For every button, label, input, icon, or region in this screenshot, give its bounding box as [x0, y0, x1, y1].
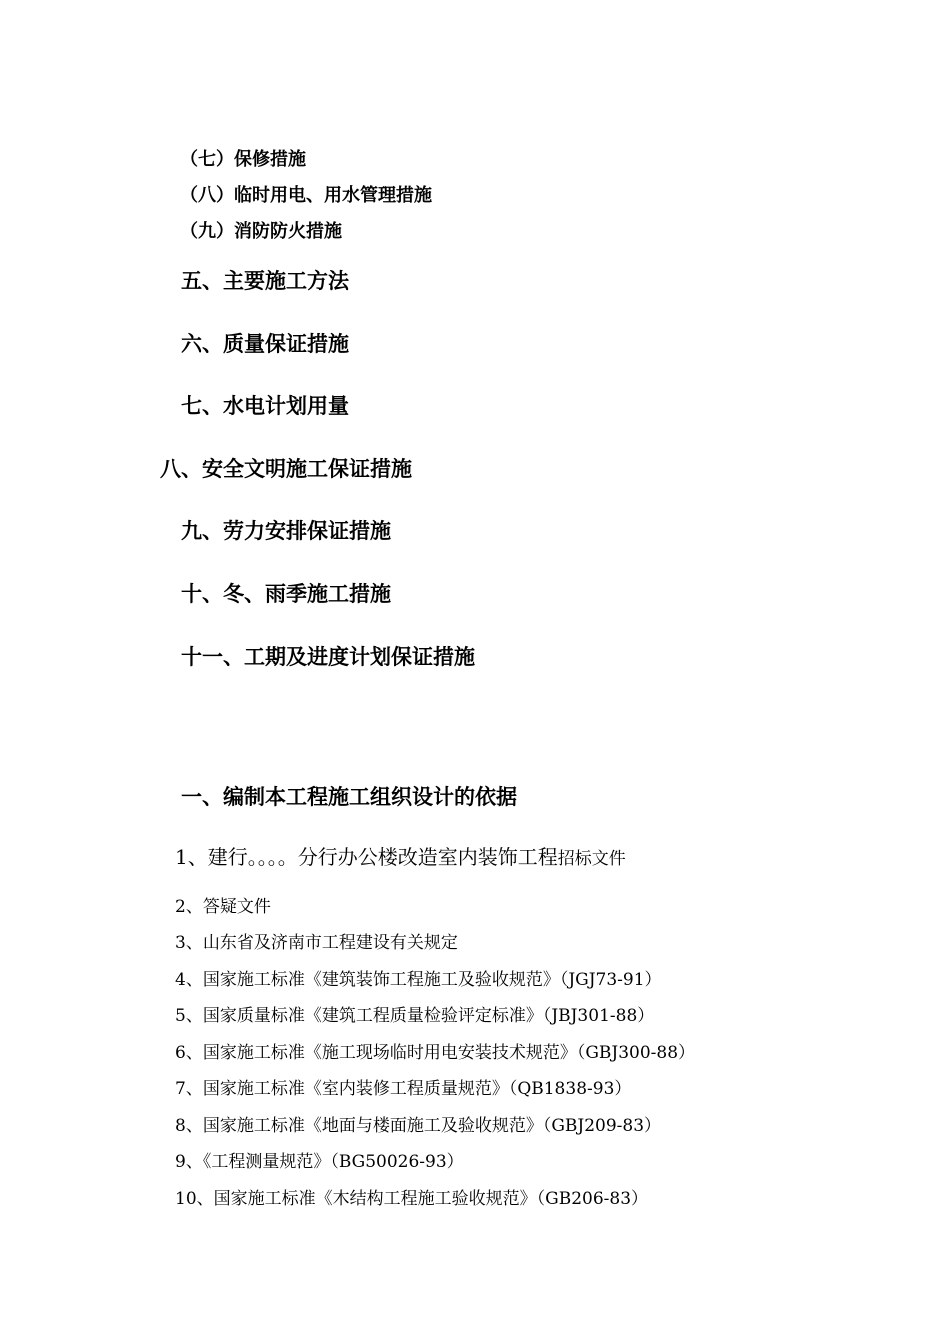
toc-section-9: 九、劳力安排保证措施: [181, 518, 391, 543]
toc-sub-item-8: （八）临时用电、用水管理措施: [180, 185, 432, 206]
basis-item-8: 8、国家施工标准《地面与楼面施工及验收规范》（GBJ209-83）: [175, 1116, 662, 1136]
toc-sub-item-7: （七）保修措施: [180, 149, 306, 170]
toc-section-11: 十一、工期及进度计划保证措施: [181, 644, 475, 669]
basis-item-4: 4、国家施工标准《建筑装饰工程施工及验收规范》（JGJ73-91）: [175, 970, 662, 990]
basis-item-3: 3、山东省及济南市工程建设有关规定: [175, 933, 458, 953]
section-title: 一、编制本工程施工组织设计的依据: [181, 784, 517, 809]
basis-item-7: 7、国家施工标准《室内装修工程质量规范》（QB1838-93）: [175, 1079, 632, 1099]
basis-item-10: 10、国家施工标准《木结构工程施工验收规范》（GB206-83）: [175, 1189, 649, 1209]
basis-item-5: 5、国家质量标准《建筑工程质量检验评定标准》（JBJ301-88）: [175, 1006, 655, 1026]
toc-sub-item-9: （九）消防防火措施: [180, 221, 342, 242]
basis-item-1-main: 1、建行。。。。分行办公楼改造室内装饰工程: [175, 845, 558, 869]
basis-item-9: 9、《工程测量规范》（BG50026-93）: [175, 1152, 464, 1172]
basis-item-1-tail: 招标文件: [557, 849, 626, 869]
toc-section-5: 五、主要施工方法: [181, 268, 349, 293]
toc-section-10: 十、冬、雨季施工措施: [181, 581, 391, 606]
toc-section-6: 六、质量保证措施: [181, 331, 349, 356]
toc-section-7: 七、水电计划用量: [181, 393, 349, 418]
basis-item-2: 2、答疑文件: [175, 897, 271, 917]
basis-item-1: [175, 847, 626, 868]
toc-section-8: 八、安全文明施工保证措施: [160, 456, 412, 481]
basis-item-6: 6、国家施工标准《施工现场临时用电安装技术规范》（GBJ300-88）: [175, 1043, 696, 1063]
